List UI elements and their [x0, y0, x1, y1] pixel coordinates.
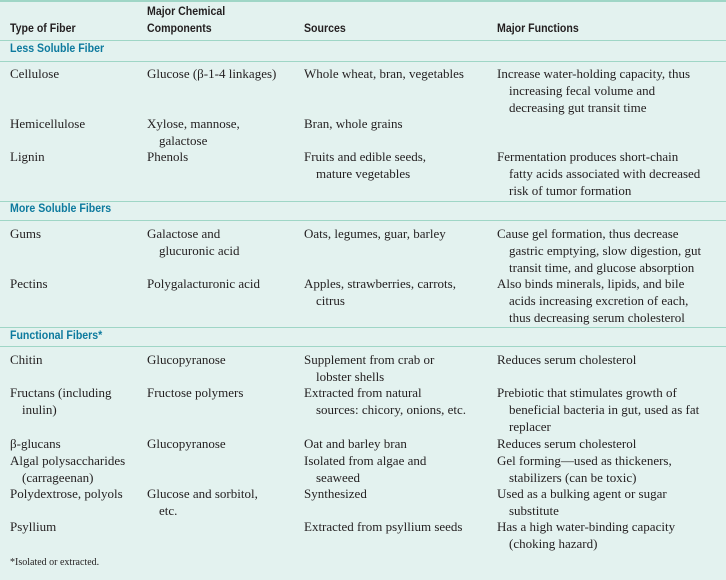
cell-line: Cause gel formation, thus decrease: [497, 226, 679, 241]
cell-line: lobster shells: [316, 369, 385, 384]
cell-line: Extracted from natural: [304, 385, 422, 400]
cell-line: mature vegetables: [316, 166, 411, 181]
cell-line: Increase water-holding capacity, thus: [497, 66, 691, 81]
cell-sources: [304, 275, 494, 309]
cell-chemical-components: [147, 148, 297, 165]
cell-sources: [304, 384, 494, 418]
cell-fiber-type: [10, 351, 140, 368]
cell-line: risk of tumor formation: [509, 183, 632, 198]
cell-chemical-components: [147, 435, 297, 452]
cell-line: Gel forming—used as thickeners,: [497, 453, 672, 468]
cell-line: beneficial bacteria in gut, used as fat: [509, 402, 700, 417]
cell-line: Xylose, mannose,: [147, 116, 240, 131]
cell-line: Glucopyranose: [147, 436, 226, 451]
cell-line: Polydextrose, polyols: [10, 486, 123, 501]
cell-chemical-components: [147, 65, 297, 82]
cell-line: replacer: [509, 419, 551, 434]
cell-line: seaweed: [316, 470, 361, 485]
cell-functions: [497, 148, 726, 199]
cell-line: Has a high water-binding capacity: [497, 519, 676, 534]
cell-line: Extracted from psyllium seeds: [304, 519, 463, 534]
cell-line: Supplement from crab or: [304, 352, 435, 367]
cell-fiber-type: [10, 225, 140, 242]
cell-chemical-components: [147, 351, 297, 368]
section-top-rule: [0, 201, 726, 202]
cell-line: Glucose (β-1-4 linkages): [147, 66, 277, 81]
cell-line: Algal polysaccharides: [10, 453, 126, 468]
cell-line: Reduces serum cholesterol: [497, 352, 637, 367]
section-heading-less-soluble: Less Soluble Fiber: [10, 43, 105, 55]
cell-line: thus decreasing serum cholesterol: [509, 310, 685, 325]
cell-line: Whole wheat, bran, vegetables: [304, 66, 464, 81]
cell-line: Bran, whole grains: [304, 116, 403, 131]
cell-line: Oat and barley bran: [304, 436, 407, 451]
cell-line: Hemicellulose: [10, 116, 86, 131]
cell-line: etc.: [159, 503, 178, 518]
header-type-of-fiber: Type of Fiber: [10, 23, 76, 35]
cell-line: increasing fecal volume and: [509, 83, 656, 98]
cell-functions: [497, 225, 726, 276]
cell-line: galactose: [159, 133, 208, 148]
cell-line: sources: chicory, onions, etc.: [316, 402, 467, 417]
header-major-chemical-line2: Components: [147, 23, 212, 35]
cell-line: transit time, and glucose absorption: [509, 260, 695, 275]
cell-fiber-type: [10, 148, 140, 165]
cell-functions: [497, 65, 726, 116]
cell-line: Fruits and edible seeds,: [304, 149, 427, 164]
cell-line: Oats, legumes, guar, barley: [304, 226, 446, 241]
section-heading-more-soluble: More Soluble Fibers: [10, 203, 112, 215]
cell-line: Also binds minerals, lipids, and bile: [497, 276, 685, 291]
cell-fiber-type: [10, 275, 140, 292]
cell-sources: [304, 115, 494, 132]
cell-line: fatty acids associated with decreased: [509, 166, 701, 181]
cell-line: Polygalacturonic acid: [147, 276, 260, 291]
cell-line: gastric emptying, slow digestion, gut: [509, 243, 702, 258]
cell-line: Glucose and sorbitol,: [147, 486, 258, 501]
cell-chemical-components: [147, 485, 297, 519]
section-heading-functional: Functional Fibers*: [10, 330, 103, 342]
cell-sources: [304, 452, 494, 486]
cell-functions: [497, 518, 726, 552]
cell-line: Fermentation produces short-chain: [497, 149, 679, 164]
cell-line: Phenols: [147, 149, 189, 164]
cell-sources: [304, 351, 494, 385]
cell-functions: [497, 275, 726, 326]
cell-fiber-type: [10, 435, 140, 452]
cell-sources: [304, 435, 494, 452]
cell-line: citrus: [316, 293, 345, 308]
cell-line: Psyllium: [10, 519, 57, 534]
cell-line: (carrageenan): [22, 470, 94, 485]
cell-line: Fructans (including: [10, 385, 112, 400]
cell-chemical-components: [147, 115, 297, 149]
header-major-functions: Major Functions: [497, 23, 579, 35]
cell-functions: [497, 452, 726, 486]
cell-sources: [304, 148, 494, 182]
cell-line: Prebiotic that stimulates growth of: [497, 385, 677, 400]
header-major-chemical-line1: Major Chemical: [147, 6, 226, 18]
footnote: *Isolated or extracted.: [10, 557, 100, 568]
cell-line: decreasing gut transit time: [509, 100, 647, 115]
cell-functions: [497, 351, 726, 368]
cell-line: acids increasing excretion of each,: [509, 293, 689, 308]
section-rule: [0, 220, 726, 221]
cell-line: Galactose and: [147, 226, 221, 241]
header-rule: [0, 40, 726, 41]
cell-sources: [304, 518, 494, 535]
cell-line: β-glucans: [10, 436, 61, 451]
cell-line: Apples, strawberries, carrots,: [304, 276, 456, 291]
cell-line: Lignin: [10, 149, 45, 164]
cell-chemical-components: [147, 384, 297, 401]
cell-fiber-type: [10, 65, 140, 82]
cell-line: Isolated from algae and: [304, 453, 427, 468]
cell-chemical-components: [147, 225, 297, 259]
cell-line: substitute: [509, 503, 559, 518]
cell-fiber-type: [10, 518, 140, 535]
section-rule: [0, 346, 726, 347]
cell-line: Fructose polymers: [147, 385, 244, 400]
cell-fiber-type: [10, 485, 140, 502]
cell-functions: [497, 384, 726, 435]
cell-sources: [304, 485, 494, 502]
cell-sources: [304, 225, 494, 242]
cell-line: Used as a bulking agent or sugar: [497, 486, 667, 501]
cell-line: Cellulose: [10, 66, 60, 81]
cell-functions: [497, 485, 726, 519]
cell-sources: [304, 65, 494, 82]
cell-line: Pectins: [10, 276, 48, 291]
section-rule: [0, 61, 726, 62]
cell-line: Glucopyranose: [147, 352, 226, 367]
cell-functions: [497, 435, 726, 452]
cell-line: Chitin: [10, 352, 43, 367]
cell-line: glucuronic acid: [159, 243, 240, 258]
table-header: [0, 0, 726, 40]
cell-fiber-type: [10, 384, 140, 418]
cell-line: (choking hazard): [509, 536, 598, 551]
cell-line: Synthesized: [304, 486, 367, 501]
cell-line: Reduces serum cholesterol: [497, 436, 637, 451]
cell-fiber-type: [10, 452, 140, 486]
header-sources: Sources: [304, 23, 346, 35]
cell-chemical-components: [147, 275, 297, 292]
cell-fiber-type: [10, 115, 140, 132]
cell-line: Gums: [10, 226, 42, 241]
cell-line: inulin): [22, 402, 57, 417]
cell-line: stabilizers (can be toxic): [509, 470, 637, 485]
section-top-rule: [0, 327, 726, 328]
